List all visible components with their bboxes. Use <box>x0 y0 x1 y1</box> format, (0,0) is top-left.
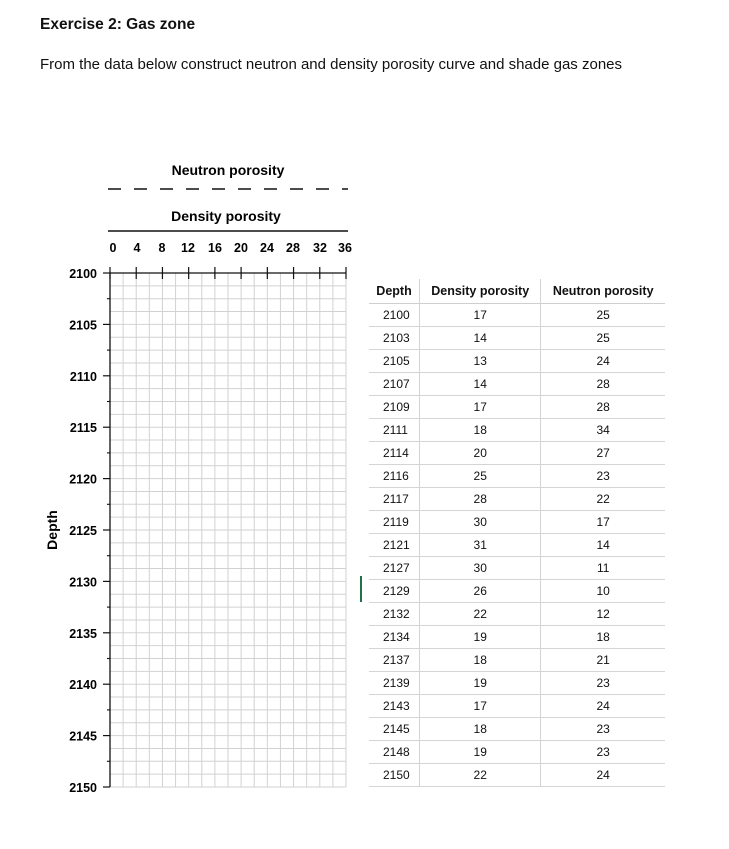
density-cell[interactable]: 30 <box>420 511 541 534</box>
table-row <box>369 764 665 787</box>
header-density-porosity: Density porosity <box>420 279 541 304</box>
y-tick-label: 2100 <box>69 267 97 281</box>
y-tick-label: 2150 <box>69 781 97 795</box>
depth-cell[interactable]: 2145 <box>369 718 420 741</box>
depth-axis-label: Depth <box>44 510 60 550</box>
density-cell[interactable]: 22 <box>420 603 541 626</box>
density-cell[interactable]: 13 <box>420 350 541 373</box>
table-row <box>369 672 665 695</box>
x-tick-label: 36 <box>338 241 352 255</box>
table-row <box>369 304 665 327</box>
table-row <box>369 626 665 649</box>
table-row <box>369 465 665 488</box>
neutron-cell[interactable]: 25 <box>541 327 665 350</box>
neutron-cell[interactable]: 27 <box>541 442 665 465</box>
neutron-cell[interactable]: 24 <box>541 695 665 718</box>
depth-cell[interactable]: 2100 <box>369 304 420 327</box>
density-cell[interactable]: 30 <box>420 557 541 580</box>
y-tick-label: 2105 <box>69 318 97 333</box>
neutron-cell[interactable]: 23 <box>541 465 665 488</box>
table-row <box>369 442 665 465</box>
density-cell[interactable]: 18 <box>420 649 541 672</box>
density-cell[interactable]: 26 <box>420 580 541 603</box>
density-cell[interactable]: 17 <box>420 304 541 327</box>
depth-cell[interactable]: 2117 <box>369 488 420 511</box>
exercise-title: Exercise 2: Gas zone <box>40 16 196 33</box>
density-cell[interactable]: 14 <box>420 327 541 350</box>
neutron-cell[interactable]: 10 <box>541 580 665 603</box>
x-tick-label: 12 <box>181 241 195 255</box>
y-tick-label: 2115 <box>69 421 97 436</box>
table-header-row <box>369 279 665 304</box>
neutron-cell[interactable]: 17 <box>541 511 665 534</box>
y-tick-label: 2120 <box>69 472 97 487</box>
neutron-cell[interactable]: 23 <box>541 741 665 764</box>
depth-cell[interactable]: 2127 <box>369 557 420 580</box>
depth-cell[interactable]: 2132 <box>369 603 420 626</box>
depth-cell[interactable]: 2111 <box>369 419 420 442</box>
neutron-cell[interactable]: 14 <box>541 534 665 557</box>
y-tick-label: 2145 <box>69 729 97 744</box>
depth-cell[interactable]: 2103 <box>369 327 420 350</box>
density-cell[interactable]: 28 <box>420 488 541 511</box>
density-porosity-label: Density porosity <box>171 208 281 224</box>
depth-cell[interactable]: 2129 <box>369 580 420 603</box>
table-row <box>369 580 665 603</box>
table-row <box>369 488 665 511</box>
density-cell[interactable]: 17 <box>420 396 541 419</box>
table-row <box>369 327 665 350</box>
table-row <box>369 649 665 672</box>
depth-cell[interactable]: 2107 <box>369 373 420 396</box>
cell-selection-marker <box>360 576 362 602</box>
table-row <box>369 695 665 718</box>
table-row <box>369 557 665 580</box>
density-cell[interactable]: 17 <box>420 695 541 718</box>
depth-cell[interactable]: 2119 <box>369 511 420 534</box>
instruction-text: From the data below construct neutron and density porosity curve and shade gas zones <box>40 56 623 73</box>
y-tick-label: 2110 <box>69 369 97 384</box>
table-row <box>369 603 665 626</box>
neutron-cell[interactable]: 28 <box>541 396 665 419</box>
table-row <box>369 534 665 557</box>
depth-cell[interactable]: 2150 <box>369 764 420 787</box>
table-row <box>369 718 665 741</box>
y-tick-label: 2140 <box>69 678 97 693</box>
neutron-cell[interactable]: 21 <box>541 649 665 672</box>
x-tick-label: 20 <box>234 241 248 255</box>
x-tick-label: 16 <box>208 241 222 255</box>
neutron-cell[interactable]: 11 <box>541 557 665 580</box>
depth-cell[interactable]: 2121 <box>369 534 420 557</box>
neutron-cell[interactable]: 24 <box>541 350 665 373</box>
neutron-cell[interactable]: 28 <box>541 373 665 396</box>
x-tick-label: 32 <box>313 241 327 255</box>
density-cell[interactable]: 22 <box>420 764 541 787</box>
table-row <box>369 373 665 396</box>
density-cell[interactable]: 18 <box>420 419 541 442</box>
x-tick-label: 0 <box>109 241 117 255</box>
neutron-porosity-label: Neutron porosity <box>171 162 285 178</box>
neutron-cell[interactable]: 23 <box>541 672 665 695</box>
density-cell[interactable]: 19 <box>420 741 541 764</box>
x-tick-label: 8 <box>158 241 166 255</box>
y-tick-label: 2130 <box>69 575 97 590</box>
x-tick-label: 4 <box>133 241 141 255</box>
depth-cell[interactable]: 2109 <box>369 396 420 419</box>
density-cell[interactable]: 19 <box>420 626 541 649</box>
neutron-cell[interactable]: 18 <box>541 626 665 649</box>
table-row <box>369 741 665 764</box>
neutron-cell[interactable]: 25 <box>541 304 665 327</box>
table-row <box>369 350 665 373</box>
header-neutron-porosity: Neutron porosity <box>541 279 665 304</box>
density-cell[interactable]: 31 <box>420 534 541 557</box>
x-tick-label: 24 <box>260 241 274 255</box>
table-row <box>369 396 665 419</box>
depth-cell[interactable]: 2105 <box>369 350 420 373</box>
depth-cell[interactable]: 2148 <box>369 741 420 764</box>
density-cell[interactable]: 14 <box>420 373 541 396</box>
data-table <box>369 279 665 787</box>
depth-cell[interactable]: 2139 <box>369 672 420 695</box>
neutron-cell[interactable]: 34 <box>541 419 665 442</box>
table-row <box>369 419 665 442</box>
depth-cell[interactable]: 2134 <box>369 626 420 649</box>
density-cell[interactable]: 20 <box>420 442 541 465</box>
table-row <box>369 511 665 534</box>
y-tick-label: 2135 <box>69 626 97 641</box>
chart-grid <box>110 273 346 787</box>
density-cell[interactable]: 18 <box>420 718 541 741</box>
density-cell[interactable]: 25 <box>420 465 541 488</box>
neutron-cell[interactable]: 12 <box>541 603 665 626</box>
neutron-cell[interactable]: 24 <box>541 764 665 787</box>
neutron-cell[interactable]: 22 <box>541 488 665 511</box>
depth-cell[interactable]: 2116 <box>369 465 420 488</box>
header-depth: Depth <box>369 279 420 304</box>
depth-cell[interactable]: 2114 <box>369 442 420 465</box>
neutron-cell[interactable]: 23 <box>541 718 665 741</box>
depth-cell[interactable]: 2137 <box>369 649 420 672</box>
x-tick-label: 28 <box>286 241 300 255</box>
density-cell[interactable]: 19 <box>420 672 541 695</box>
depth-cell[interactable]: 2143 <box>369 695 420 718</box>
y-tick-label: 2125 <box>69 524 97 538</box>
